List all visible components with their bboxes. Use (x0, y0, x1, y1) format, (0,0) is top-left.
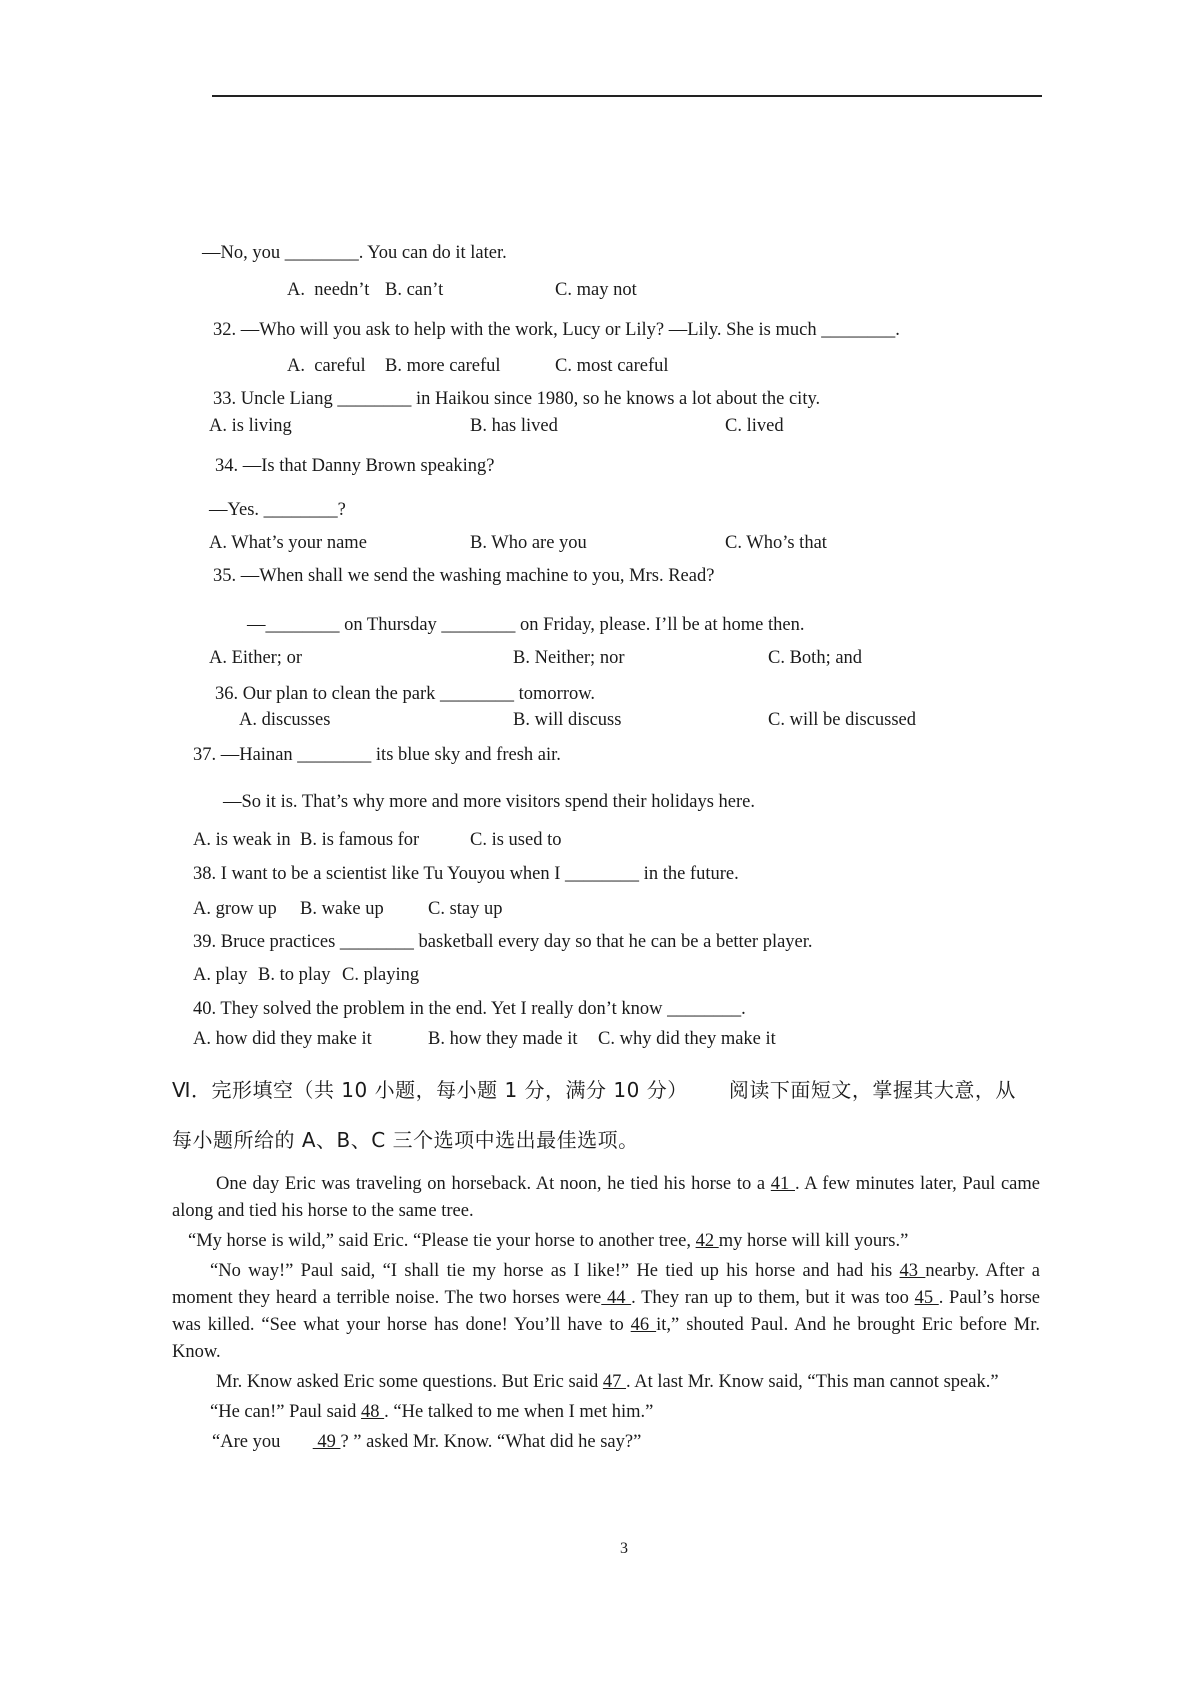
q40-question: 40. They solved the problem in the end. Yet I really don’t know ________. (193, 999, 746, 1019)
q35-answer-line: —________ on Thursday ________ on Friday, please. I’ll be at home then. (247, 615, 805, 635)
q38-question: 38. I want to be a scientist like Tu Youyou when I ________ in the future. (193, 864, 739, 884)
blank-49: 49 (312, 1432, 341, 1452)
q31-option-c: C. may not (555, 280, 637, 300)
q32-option-c: C. most careful (555, 356, 669, 376)
passage-paragraph: “Are you 49 ? ” asked Mr. Know. “What did he say?” (212, 1432, 642, 1452)
q31-answer-line: —No, you ________. You can do it later. (202, 243, 507, 263)
section-6-heading-line2: 每小题所给的 A、B、C 三个选项中选出最佳选项。 (172, 1128, 639, 1152)
q34-option-a: A. What’s your name (209, 533, 367, 553)
q36-option-c: C. will be discussed (768, 710, 916, 730)
q35-question: 35. —When shall we send the washing machine to you, Mrs. Read? (213, 566, 715, 586)
q36-option-a: A. discusses (239, 710, 331, 730)
blank-46: 46 (630, 1315, 657, 1335)
blank-45: 45 (914, 1288, 939, 1308)
blank-48: 48 (361, 1402, 385, 1422)
page-number: 3 (620, 1540, 628, 1557)
q33-question: 33. Uncle Liang ________ in Haikou since 1980, so he knows a lot about the city. (213, 389, 821, 409)
q33-option-c: C. lived (725, 416, 784, 436)
passage-paragraph: “He can!” Paul said 48 . “He talked to me when I met him.” (210, 1402, 654, 1422)
blank-47: 47 (602, 1372, 627, 1392)
q40-option-c: C. why did they make it (598, 1029, 776, 1049)
q34-question: 34. —Is that Danny Brown speaking? (215, 456, 495, 476)
q39-option-b: B. to play (258, 965, 331, 985)
passage-paragraph: “My horse is wild,” said Eric. “Please tie your horse to another tree, 42 my horse will kill yours.” (188, 1231, 909, 1251)
q37-answer-line: —So it is. That’s why more and more visitors spend their holidays here. (223, 792, 755, 812)
blank-44: 44 (601, 1288, 632, 1308)
header-rule (212, 95, 1042, 97)
q37-option-c: C. is used to (470, 830, 562, 850)
q31-option-b: B. can’t (385, 280, 444, 300)
passage-paragraph: One day Eric was traveling on horseback. At noon, he tied his horse to a 41 . A few minutes later, Paul came along and tied his horse to the same tree. (172, 1174, 1040, 1221)
q35-option-b: B. Neither; nor (513, 648, 625, 668)
q37-option-a: A. is weak in (193, 830, 291, 850)
q33-option-b: B. has lived (470, 416, 558, 436)
q35-option-c: C. Both; and (768, 648, 863, 668)
q32-option-a: A. careful (287, 356, 366, 376)
q37-question: 37. —Hainan ________ its blue sky and fresh air. (193, 745, 561, 765)
q34-option-c: C. Who’s that (725, 533, 827, 553)
q40-option-a: A. how did they make it (193, 1029, 372, 1049)
q32-option-b: B. more careful (385, 356, 501, 376)
passage-paragraph: “No way!” Paul said, “I shall tie my horse as I like!” He tied up his horse and had his 43 nearby. After a moment they heard a terrible noise. The two horses were 44 . They ran up to them, but it was too 45 . Paul’s horse was killed. “See what your horse has done! You’ll have to 46 it,” shouted Paul. And he brought Eric before Mr. Know. (172, 1261, 1041, 1362)
passage-paragraph: Mr. Know asked Eric some questions. But Eric said 47 . At last Mr. Know said, “This man cannot speak.” (216, 1372, 999, 1392)
q39-option-a: A. play (193, 965, 248, 985)
q39-option-c: C. playing (342, 965, 420, 985)
cloze-passage (172, 1171, 1040, 1456)
q36-question: 36. Our plan to clean the park ________ tomorrow. (215, 684, 596, 704)
q33-option-a: A. is living (209, 416, 292, 436)
q38-option-a: A. grow up (193, 899, 277, 919)
q37-option-b: B. is famous for (300, 830, 420, 850)
q40-option-b: B. how they made it (428, 1029, 578, 1049)
q36-option-b: B. will discuss (513, 710, 622, 730)
q38-option-c: C. stay up (428, 899, 503, 919)
blank-42: 42 (695, 1231, 719, 1251)
q32-question: 32. —Who will you ask to help with the work, Lucy or Lily? —Lily. She is much ________. (213, 320, 900, 340)
q34-option-b: B. Who are you (470, 533, 587, 553)
q31-option-a: A. needn’t (287, 280, 370, 300)
q39-question: 39. Bruce practices ________ basketball every day so that he can be a better player. (193, 932, 813, 952)
blank-43: 43 (899, 1261, 926, 1281)
q38-option-b: B. wake up (300, 899, 384, 919)
q35-option-a: A. Either; or (209, 648, 302, 668)
blank-41: 41 (770, 1174, 795, 1194)
q34-answer-line: —Yes. ________? (209, 500, 346, 520)
section-6-heading-line1: Ⅵ．完形填空（共 10 小题，每小题 1 分，满分 10 分） 阅读下面短文，掌握其大意，从 (172, 1078, 1016, 1102)
